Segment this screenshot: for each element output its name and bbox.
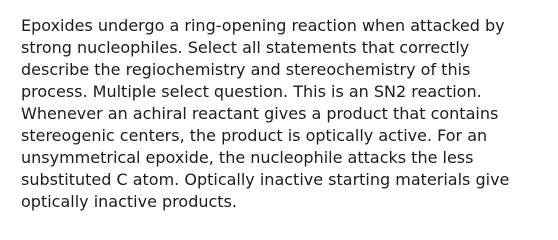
- question-text: Epoxides undergo a ring-opening reaction when attacked by strong nucleophiles. Select all statements that correctly describe the regiochemistry and stereochemistry of this process. Multiple select question. This is an SN2 reaction. Whenever an achiral reactant gives a product that contains stereogenic centers, the product is optically active. For an unsymmetrical epoxide, the nucleophile attacks the less substituted C atom. Optically inactive starting materials give optically inactive products.: [21, 16, 510, 211]
